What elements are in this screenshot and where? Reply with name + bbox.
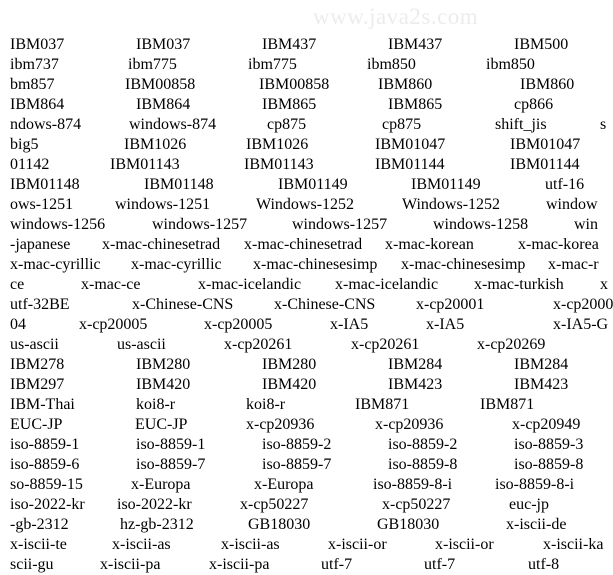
charset-row — [0, 75, 604, 95]
charset-name: x-mac-chinesesimp — [253, 256, 378, 273]
charset-name: ibm775 — [128, 56, 177, 73]
charset-name: IBM01144 — [375, 156, 445, 173]
charset-name: ndows-874 — [10, 116, 82, 133]
charset-name: x-cp20269 — [477, 336, 546, 353]
charset-name: x-Europa — [131, 476, 191, 493]
charset-row — [0, 255, 604, 275]
charset-name: us-ascii — [10, 336, 59, 353]
charset-name: iso-8859-2 — [388, 436, 458, 453]
charset-name: ce — [10, 276, 25, 293]
charset-name: cp875 — [382, 116, 422, 133]
charset-name: IBM01144 — [510, 156, 580, 173]
charset-name: IBM420 — [136, 376, 191, 393]
charset-name: windows-874 — [129, 116, 217, 133]
charset-name: x-cp20261 — [351, 336, 420, 353]
charset-name: -japanese — [10, 236, 71, 253]
charset-name: EUC-JP — [10, 416, 63, 433]
charset-name: x-iscii-or — [435, 536, 494, 553]
charset-name: x-cp20005 — [204, 316, 273, 333]
charset-row — [0, 555, 604, 575]
charset-name: bm857 — [10, 76, 55, 93]
charset-name: EUC-JP — [135, 416, 188, 433]
charset-name: windows-1251 — [115, 196, 211, 213]
charset-name: koi8-r — [246, 396, 286, 413]
charset-name: IBM1026 — [124, 136, 187, 153]
charset-name: IBM864 — [10, 96, 65, 113]
charset-name: iso-8859-6 — [10, 456, 80, 473]
charset-name: IBM01143 — [110, 156, 180, 173]
charset-name: IBM420 — [262, 376, 317, 393]
charset-name: x-mac-korean — [385, 236, 474, 253]
charset-name: IBM037 — [10, 36, 65, 53]
charset-name: IBM423 — [388, 376, 443, 393]
charset-name: x-iscii-as — [221, 536, 280, 553]
charset-name: IBM01047 — [375, 136, 446, 153]
charset-name: x-IA5 — [426, 316, 465, 333]
charset-name: iso-8859-3 — [514, 436, 584, 453]
charset-name: x-Chinese-CNS — [274, 296, 376, 313]
charset-row — [0, 415, 604, 435]
charset-name: windows-1258 — [433, 216, 529, 233]
charset-name: IBM037 — [136, 36, 191, 53]
charset-name: utf-7 — [424, 556, 456, 573]
charset-name: x-cp2000 — [553, 296, 613, 313]
charset-row — [0, 35, 604, 55]
charset-name: IBM423 — [514, 376, 569, 393]
charset-name: x — [600, 276, 608, 293]
charset-row — [0, 175, 604, 195]
charset-name: IBM871 — [355, 396, 410, 413]
charset-name: ibm850 — [486, 56, 535, 73]
charset-name: IBM00858 — [259, 76, 330, 93]
charset-name: x-cp20936 — [375, 416, 444, 433]
charset-name: utf-32BE — [10, 296, 70, 313]
charset-name: x-mac-chinesetrad — [102, 236, 221, 253]
charset-name: windows-1257 — [292, 216, 388, 233]
charset-name: x-cp50227 — [382, 496, 451, 513]
charset-name: iso-8859-1 — [10, 436, 80, 453]
charset-row — [0, 535, 604, 555]
charset-name: x-iscii-te — [10, 536, 67, 553]
charset-row — [0, 275, 608, 295]
charset-row — [0, 155, 604, 175]
charset-name: win — [574, 216, 598, 233]
charset-name: shift_jis — [495, 116, 547, 133]
charset-name: IBM284 — [514, 356, 569, 373]
charset-name: IBM284 — [388, 356, 443, 373]
charset-row — [0, 215, 604, 235]
charset-name: iso-8859-7 — [136, 456, 206, 473]
charset-row — [0, 495, 604, 515]
charset-name: iso-8859-2 — [262, 436, 332, 453]
charset-name: IBM500 — [514, 36, 569, 53]
charset-name: IBM280 — [136, 356, 191, 373]
watermark: www.java2s.com — [313, 4, 479, 29]
charset-name: x-Europa — [254, 476, 314, 493]
charset-name: x-mac-icelandic — [335, 276, 439, 293]
charset-row — [0, 195, 604, 215]
charset-name: IBM01143 — [244, 156, 314, 173]
charset-name: IBM437 — [262, 36, 317, 53]
charset-row — [0, 435, 604, 455]
charset-name: IBM865 — [388, 96, 443, 113]
charset-name: us-ascii — [117, 336, 166, 353]
charset-name: cp866 — [514, 96, 554, 113]
charset-list — [0, 35, 613, 575]
charset-name: IBM-Thai — [10, 396, 75, 413]
charset-name: IBM01148 — [10, 176, 80, 193]
charset-name: x-IA5 — [330, 316, 369, 333]
charset-name: koi8-r — [136, 396, 176, 413]
charset-name: IBM278 — [10, 356, 65, 373]
charset-name: x-IA5-G — [553, 316, 609, 333]
charset-name: x-iscii-ka — [543, 536, 604, 553]
charset-name: IBM280 — [262, 356, 317, 373]
charset-name: IBM00858 — [125, 76, 196, 93]
charset-name: IBM297 — [10, 376, 65, 393]
charset-name: so-8859-15 — [10, 476, 83, 493]
charset-name: x-mac-korea — [518, 236, 599, 253]
charset-name: x-mac-turkish — [474, 276, 564, 293]
charset-row — [0, 515, 604, 535]
charset-row — [0, 395, 604, 415]
charset-row — [0, 475, 604, 495]
charset-name: hz-gb-2312 — [120, 516, 194, 533]
charset-row — [0, 235, 604, 255]
charset-name: x-mac-ce — [81, 276, 141, 293]
charset-row — [0, 95, 604, 115]
charset-name: IBM01149 — [278, 176, 348, 193]
charset-row — [0, 135, 604, 155]
charset-name: -gb-2312 — [10, 516, 69, 533]
charset-name: iso-8859-8 — [514, 456, 584, 473]
charset-name: x-iscii-pa — [100, 556, 161, 573]
charset-row — [0, 55, 604, 75]
charset-name: IBM01148 — [144, 176, 214, 193]
charset-name: IBM860 — [378, 76, 433, 93]
charset-name: x-mac-cyrillic — [131, 256, 222, 273]
charset-name: IBM871 — [480, 396, 535, 413]
charset-name: window — [546, 196, 598, 213]
charset-name: utf-16 — [545, 176, 585, 193]
charset-name: x-mac-chinesesimp — [401, 256, 526, 273]
charset-name: s — [600, 116, 607, 133]
charset-row — [0, 295, 613, 315]
charset-name: GB18030 — [248, 516, 311, 533]
charset-name: x-mac-icelandic — [198, 276, 302, 293]
charset-name: x-cp20949 — [512, 416, 581, 433]
charset-name: x-iscii-pa — [209, 556, 270, 573]
charset-name: iso-2022-kr — [10, 496, 85, 513]
charset-name: iso-8859-8-i — [495, 476, 575, 493]
charset-name: x-mac-chinesetrad — [244, 236, 363, 253]
charset-name: ibm850 — [367, 56, 416, 73]
charset-name: iso-8859-8 — [388, 456, 458, 473]
charset-name: ibm775 — [248, 56, 297, 73]
charset-name: windows-1256 — [10, 216, 106, 233]
charset-name: Windows-1252 — [256, 196, 355, 213]
charset-row — [0, 335, 604, 355]
charset-row — [0, 115, 607, 135]
charset-name: euc-jp — [509, 496, 549, 513]
charset-name: ibm737 — [10, 56, 59, 73]
charset-name: ows-1251 — [10, 196, 74, 213]
charset-name: x-cp20936 — [246, 416, 315, 433]
charset-name: x-iscii-de — [506, 516, 567, 533]
charset-name: iso-2022-kr — [117, 496, 192, 513]
charset-name: utf-8 — [528, 556, 560, 573]
charset-name: x-iscii-as — [112, 536, 171, 553]
charset-name: scii-gu — [10, 556, 54, 573]
charset-name: x-mac-cyrillic — [10, 256, 101, 273]
charset-name: 01142 — [10, 156, 50, 173]
charset-name: IBM1026 — [246, 136, 309, 153]
charset-name: cp875 — [267, 116, 307, 133]
charset-name: x-cp20005 — [79, 316, 148, 333]
charset-name: GB18030 — [377, 516, 440, 533]
charset-name: windows-1257 — [152, 216, 248, 233]
charset-row — [0, 355, 604, 375]
charset-name: big5 — [10, 136, 39, 153]
charset-name: IBM864 — [136, 96, 191, 113]
charset-name: Windows-1252 — [402, 196, 501, 213]
charset-name: x-Chinese-CNS — [132, 296, 234, 313]
charset-name: iso-8859-1 — [136, 436, 206, 453]
charset-name: IBM437 — [388, 36, 443, 53]
charset-name: x-cp20261 — [224, 336, 293, 353]
charset-row — [0, 375, 604, 395]
charset-name: 04 — [10, 316, 26, 333]
charset-name: IBM01047 — [510, 136, 581, 153]
charset-name: x-iscii-or — [328, 536, 387, 553]
charset-name: IBM865 — [262, 96, 317, 113]
charset-name: iso-8859-8-i — [373, 476, 453, 493]
charset-name: x-mac-r — [548, 256, 599, 273]
charset-name: IBM860 — [520, 76, 575, 93]
charset-row — [0, 455, 604, 475]
charset-name: utf-7 — [321, 556, 353, 573]
charset-name: x-cp20001 — [416, 296, 485, 313]
charset-name: iso-8859-7 — [262, 456, 332, 473]
charset-row — [0, 315, 609, 335]
charset-name: IBM01149 — [411, 176, 481, 193]
charset-name: x-cp50227 — [240, 496, 309, 513]
